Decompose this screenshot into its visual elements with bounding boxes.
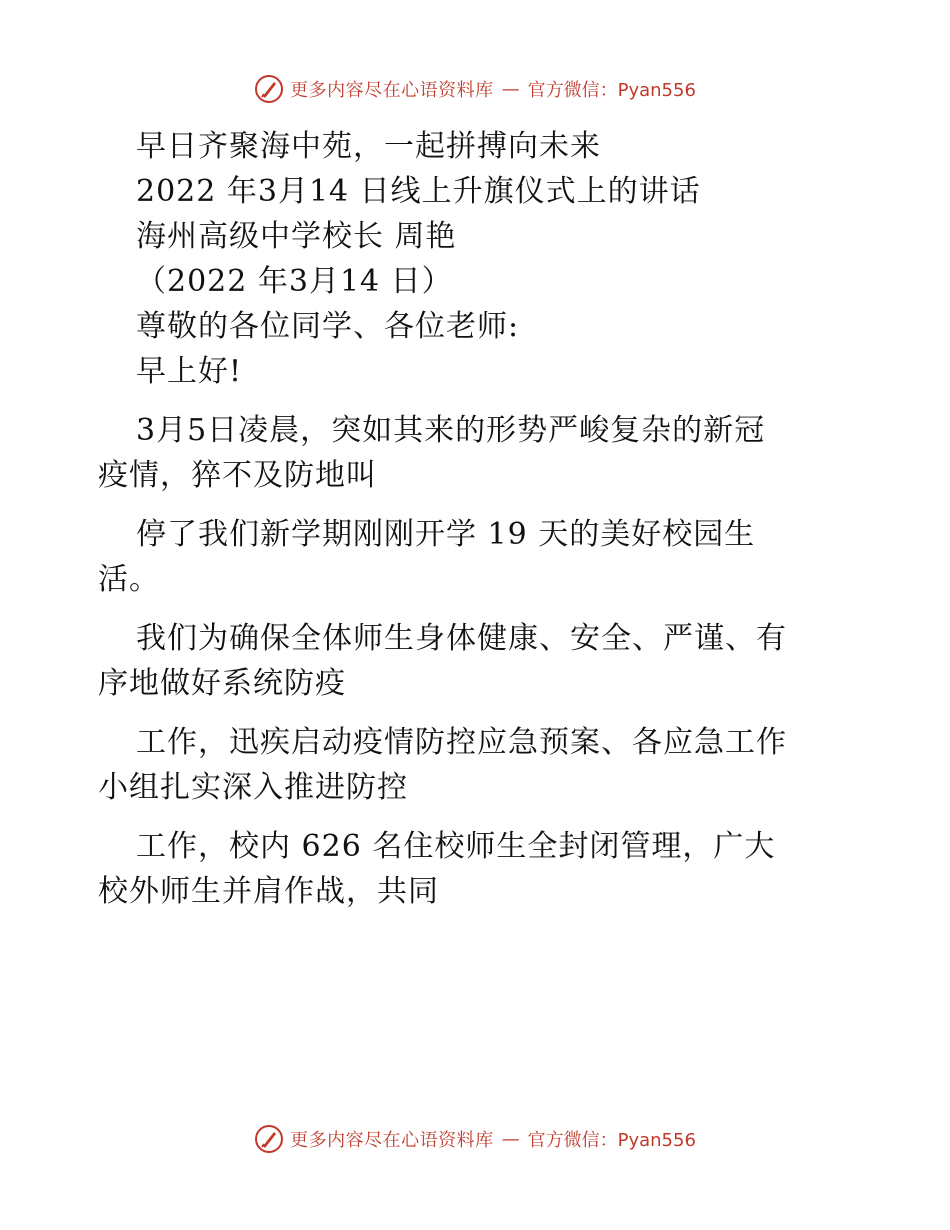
paragraph-line: 工作，迅疾启动疫情防控应急预案、各应急工作: [136, 725, 787, 760]
document-title: 早日齐聚海中苑，一起拼搏向未来: [136, 129, 601, 164]
paragraph-line: 校外师生并肩作战，共同: [98, 874, 439, 909]
paragraph-line: 我们为确保全体师生身体健康、安全、严谨、有: [136, 621, 787, 656]
paragraph-line: 小组扎实深入推进防控: [98, 770, 408, 805]
salutation: 尊敬的各位同学、各位老师:: [136, 309, 520, 344]
greeting: 早上好!: [136, 354, 243, 389]
paragraph-line: 活。: [98, 562, 160, 597]
watermark-title: 更多内容尽在心语资料库: [290, 1130, 494, 1151]
paragraph-line: 3月5日凌晨，突如其来的形势严峻复杂的新冠: [136, 413, 766, 448]
paragraph-line: 疫情，猝不及防地叫: [98, 458, 377, 493]
watermark-dash: —: [501, 78, 520, 100]
watermark-wechat: 官方微信：Pyan556: [527, 80, 696, 101]
paragraph-line: 工作，校内 626 名住校师生全封闭管理，广大: [136, 829, 776, 864]
watermark-wechat: 官方微信：Pyan556: [527, 1130, 696, 1151]
quill-pen-logo-icon: [254, 1124, 284, 1154]
paragraph-line: 停了我们新学期刚刚开学 19 天的美好校园生: [136, 517, 756, 552]
paragraph-line: 序地做好系统防疫: [98, 666, 346, 701]
document-date: （2022 年3月14 日）: [136, 264, 453, 299]
document-author: 海州高级中学校长 周艳: [136, 219, 457, 254]
watermark-dash: —: [501, 1128, 520, 1150]
document-subtitle: 2022 年3月14 日线上升旗仪式上的讲话: [136, 174, 701, 209]
document-body: [98, 124, 858, 914]
header-watermark: [0, 74, 950, 104]
quill-pen-logo-icon: [254, 74, 284, 104]
watermark-title: 更多内容尽在心语资料库: [290, 80, 494, 101]
footer-watermark: [0, 1124, 950, 1154]
